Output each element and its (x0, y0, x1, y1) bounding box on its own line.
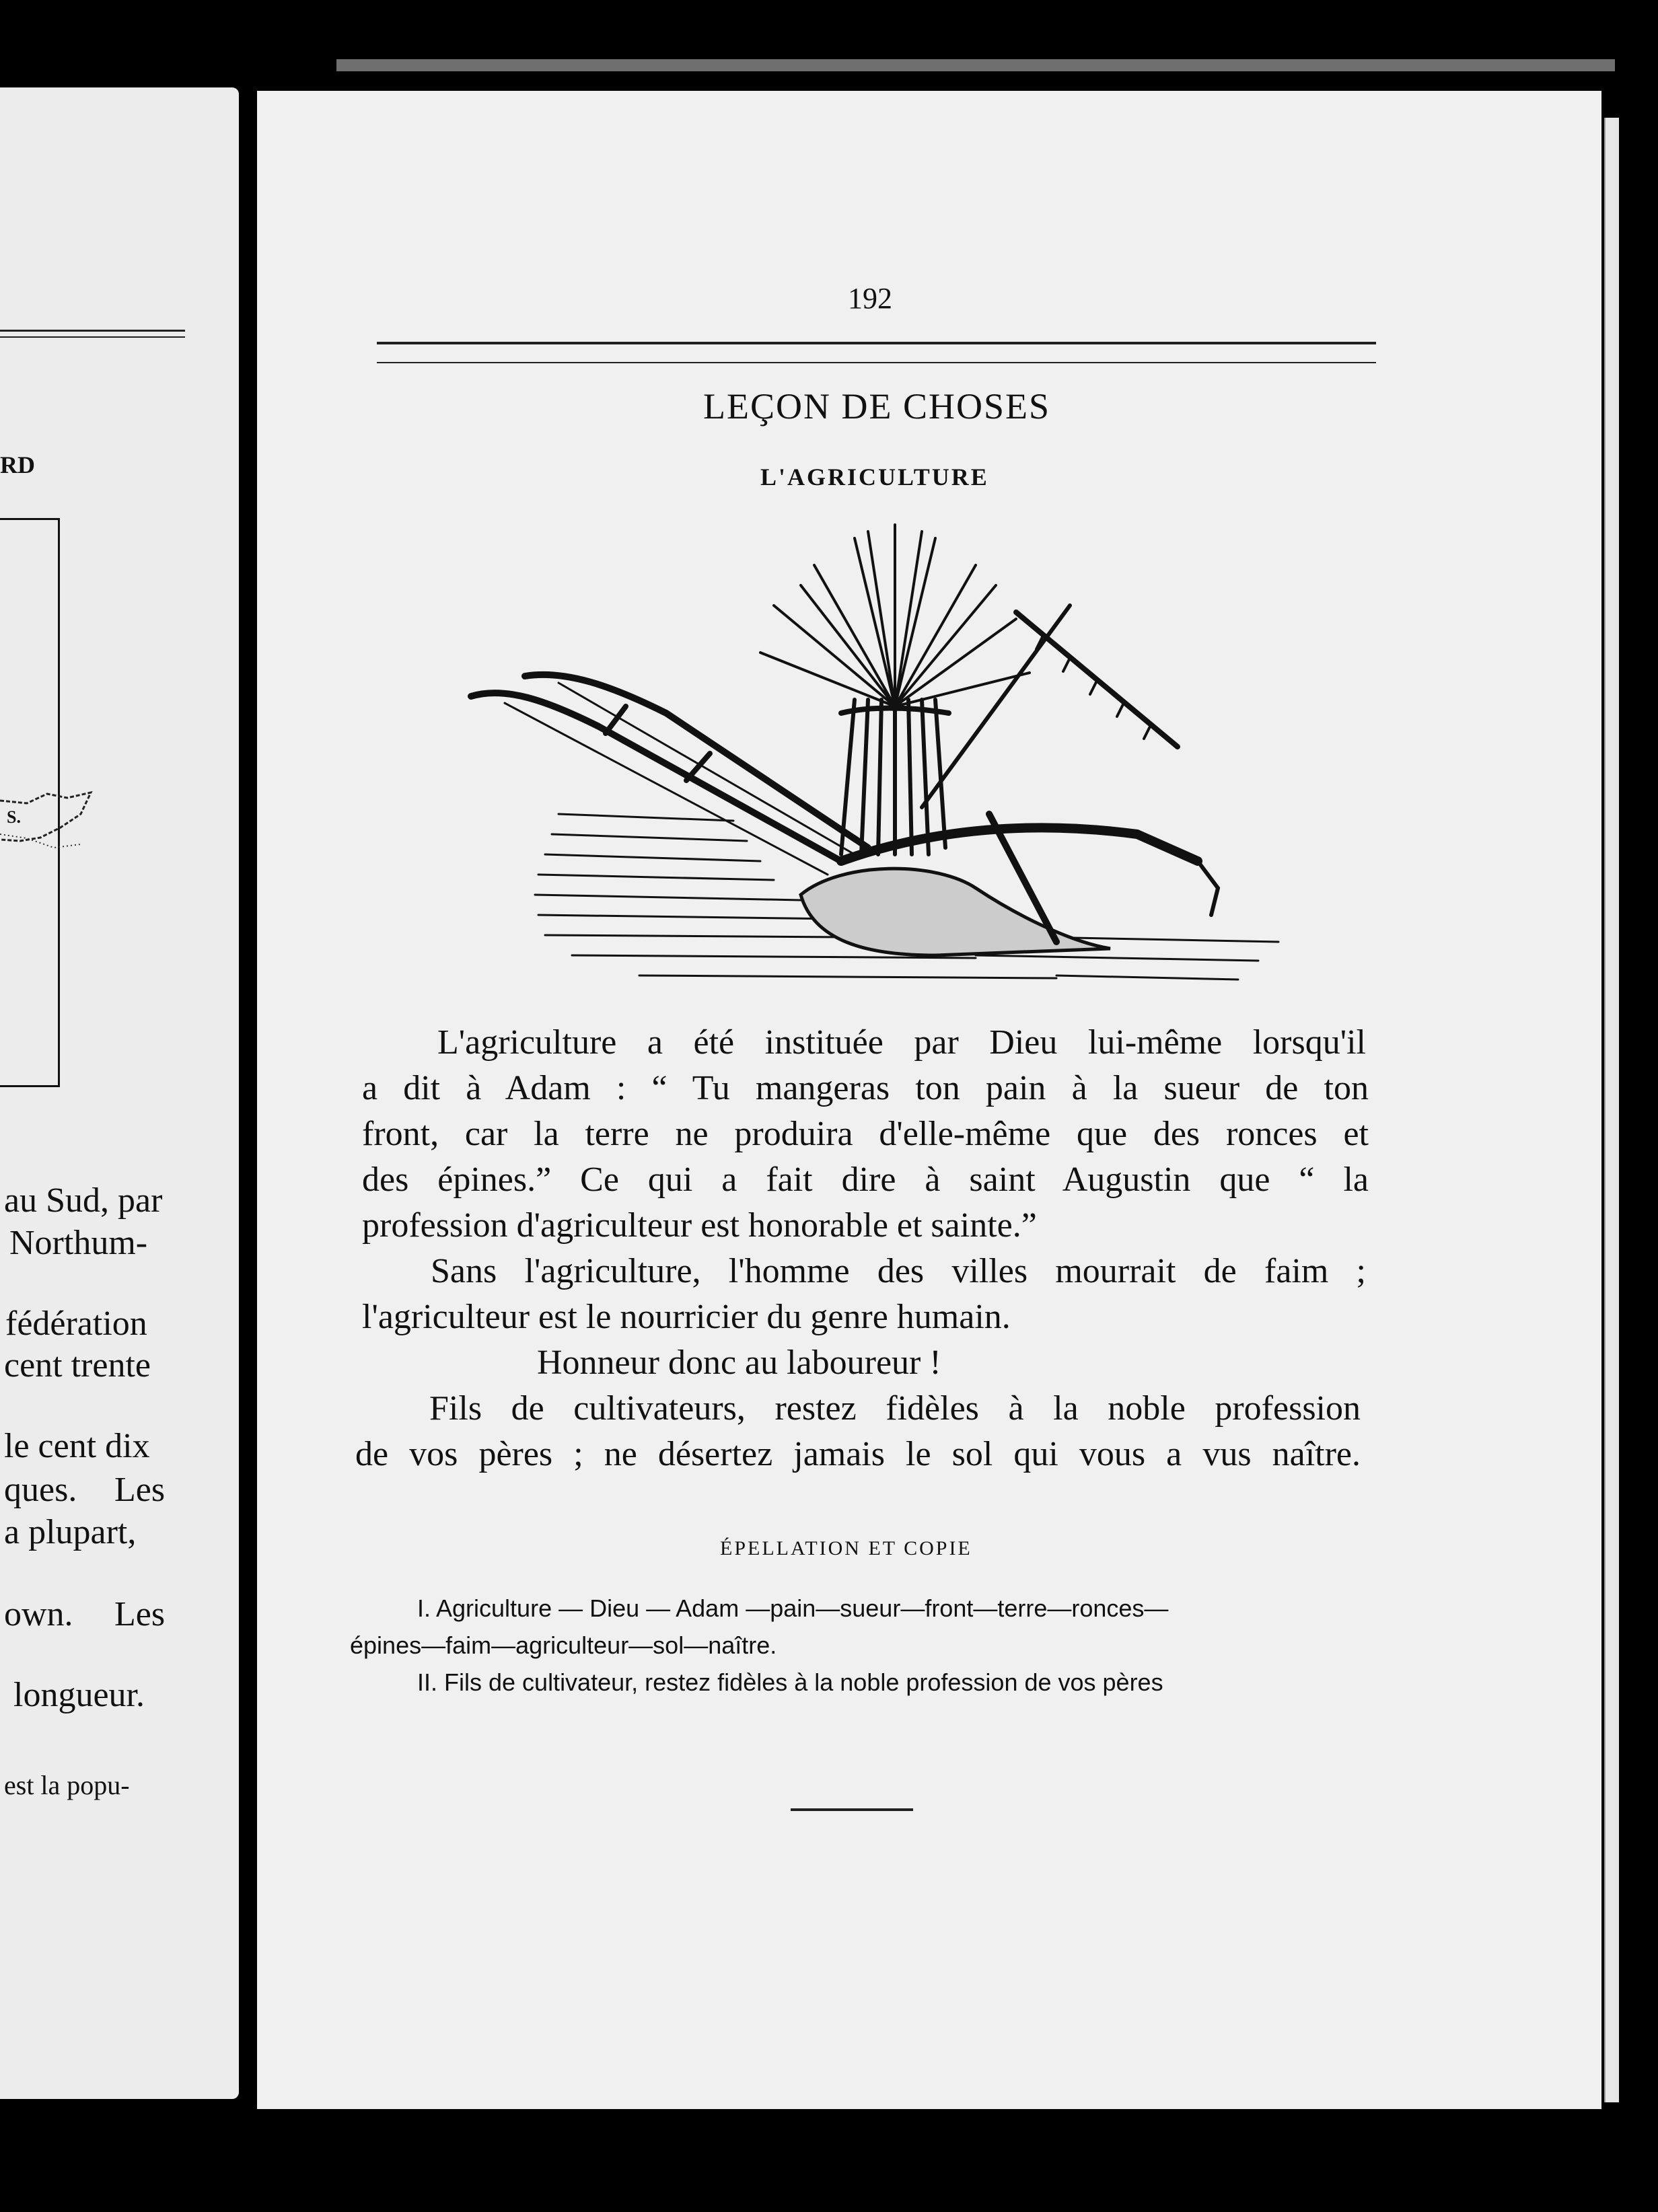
plough-wheat-illustration (464, 511, 1292, 1009)
lesson-title: LEÇON DE CHOSES (703, 386, 1051, 427)
exercise-line: II. Fils de cultivateur, restez fidèles à la noble profession de vos pères (417, 1668, 1163, 1696)
left-text-line: est la popu- (4, 1770, 130, 1800)
exercise-line: épines—faim—agriculteur—sol—naître. (350, 1631, 777, 1659)
paragraph-line: Fils de cultivateurs, restez fidèles à la noble profession (429, 1389, 1361, 1428)
left-map-label: S. (7, 807, 21, 827)
page-edge (1604, 118, 1619, 2102)
header-rule-thin (377, 362, 1376, 363)
paragraph-line: L'agriculture a été instituée par Dieu lui-même lorsqu'il (437, 1023, 1366, 1062)
page-number: 192 (848, 282, 892, 315)
scan-top-edge (336, 59, 1615, 71)
left-text-line: ques. (4, 1471, 77, 1509)
paragraph-line: des épines.” Ce qui a fait dire à saint Augustin que “ la (362, 1160, 1369, 1199)
left-heading-fragment: RD (0, 451, 35, 478)
paragraph-line: profession d'agriculteur est honorable et sainte.” (362, 1206, 1037, 1245)
left-header-rule (0, 330, 185, 332)
end-rule (791, 1808, 913, 1811)
left-text-line: Les (114, 1471, 166, 1509)
left-text-line: Northum- (9, 1224, 148, 1262)
left-text-line: own. (4, 1595, 73, 1633)
paragraph-line: l'agriculteur est le nourricier du genre humain. (362, 1298, 1011, 1336)
paragraph-line: de vos pères ; ne désertez jamais le sol qui vous a vus naître. (355, 1435, 1361, 1473)
left-text-line: fédération (5, 1304, 147, 1343)
lesson-subtitle: L'AGRICULTURE (760, 464, 989, 490)
header-rule-thick (377, 342, 1376, 344)
left-page (0, 87, 239, 2099)
paragraph-line: front, car la terre ne produira d'elle-même que des ronces et (362, 1115, 1369, 1153)
exercise-line: I. Agriculture — Dieu — Adam —pain—sueur—front—terre—ronces— (417, 1594, 1169, 1622)
spelling-heading: ÉPELLATION ET COPIE (720, 1537, 972, 1559)
left-header-rule-2 (0, 336, 185, 338)
left-text-line: au Sud, par (4, 1181, 163, 1220)
paragraph-line: a dit à Adam : “ Tu mangeras ton pain à la sueur de ton (362, 1069, 1369, 1107)
paragraph-line: Sans l'agriculture, l'homme des villes mourrait de faim ; (431, 1252, 1366, 1290)
paragraph-line: Honneur donc au laboureur ! (537, 1343, 941, 1382)
left-text-line: a plupart, (4, 1513, 137, 1551)
left-text-line: le cent dix (4, 1427, 150, 1465)
left-text-line: cent trente (4, 1346, 151, 1385)
left-text-line: longueur. (13, 1676, 145, 1714)
left-text-line: Les (114, 1595, 166, 1633)
